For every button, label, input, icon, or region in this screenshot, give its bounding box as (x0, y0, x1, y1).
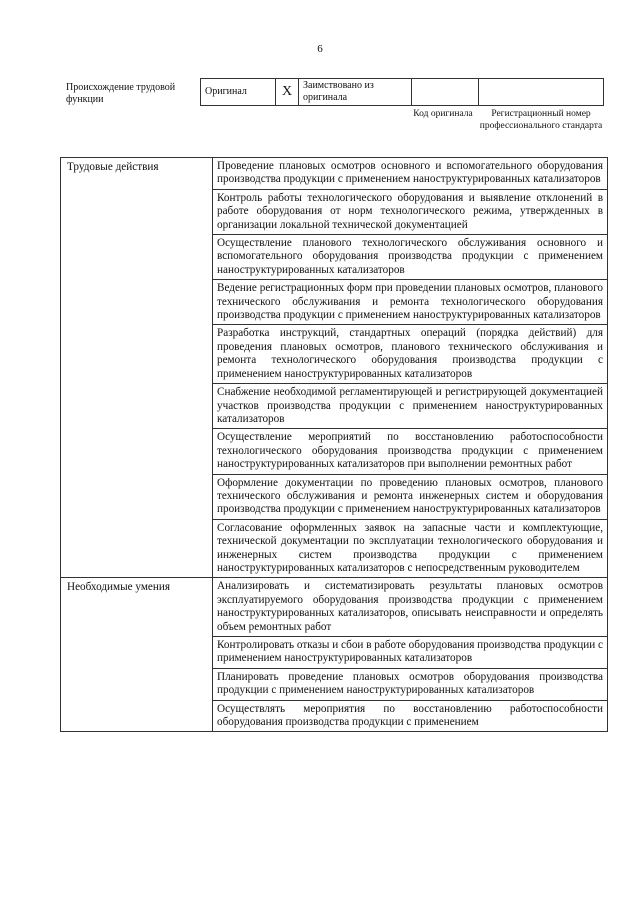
original-code-caption: Код оригинала (413, 109, 473, 119)
page-number: 6 (317, 43, 323, 55)
list-item: Осуществлять мероприятия по восстановлению работоспособности оборудования производства продукции с применением (217, 702, 603, 729)
section-items (213, 158, 608, 578)
list-item: Оформление документации по проведению плановых осмотров, планового технического обслуживания и ремонта инженерных систем и оборудования производства продукции с применением наноструктурированных катализаторов (213, 475, 607, 520)
origin-table (200, 78, 604, 106)
list-item: Снабжение необходимой регламентирующей и регистрирующей документацией участков производства продукции с применением наноструктурированных катализаторов (213, 384, 607, 429)
original-label: Оригинал (201, 79, 276, 106)
list-item: Контроль работы технологического оборудования и выявление отклонений в работе оборудования от норм технологического режима, утвержденных в организации локальной технической документацией (213, 190, 607, 235)
origin-label: Происхождение трудовой функции (66, 82, 176, 105)
list-item: Согласование оформленных заявок на запасные части и комплектующие, технической документации по эксплуатации технологического оборудования и инженерных систем производства продукции с применением наноструктурированных катализаторов с непосредственным руководителем (217, 521, 603, 574)
registration-number-caption: Регистрационный номер профессионального стандарта (479, 109, 603, 131)
borrowed-label: Заимствовано из оригинала (299, 79, 412, 106)
section-row-required-skills (61, 578, 608, 732)
list-item: Разработка инструкций, стандартных операций (порядка действий) для проведения плановых осмотров, планового технического обслуживания и ремонта технологического оборудования производства продукции с применением наноструктурированных катализаторов (213, 325, 607, 384)
function-table (60, 157, 608, 732)
list-item: Анализировать и систематизировать результаты плановых осмотров эксплуатируемого оборудования производства продукции с применением наноструктурированных катализаторов, описывать неисправности и определять объем ремонтных работ (213, 578, 607, 637)
registration-number-cell (479, 79, 604, 106)
list-item: Контролировать отказы и сбои в работе оборудования производства продукции с применением наноструктурированных катализаторов (213, 637, 607, 669)
list-item: Осуществление мероприятий по восстановлению работоспособности технологического оборудования производства продукции с применением наноструктурированных катализаторов при выполнении ремонтных работ (213, 429, 607, 474)
list-item: Осуществление планового технологического обслуживания основного и вспомогательного оборудования производства продукции с применением наноструктурированных катализаторов (213, 235, 607, 280)
list-item: Проведение плановых осмотров основного и вспомогательного оборудования производства продукции с применением наноструктурированных катализаторов (213, 158, 607, 190)
section-row-labor-actions (61, 158, 608, 578)
section-items (213, 578, 608, 732)
original-code-cell (412, 79, 479, 106)
list-item: Планировать проведение плановых осмотров оборудования производства продукции с применением наноструктурированных катализаторов (213, 669, 607, 701)
original-mark: X (276, 79, 299, 106)
section-label: Необходимые умения (61, 578, 213, 732)
list-item: Ведение регистрационных форм при проведении плановых осмотров, планового технического обслуживания и ремонта технологического оборудования производства продукции с применением наноструктурированных катализаторов (213, 280, 607, 325)
section-label: Трудовые действия (61, 158, 213, 578)
